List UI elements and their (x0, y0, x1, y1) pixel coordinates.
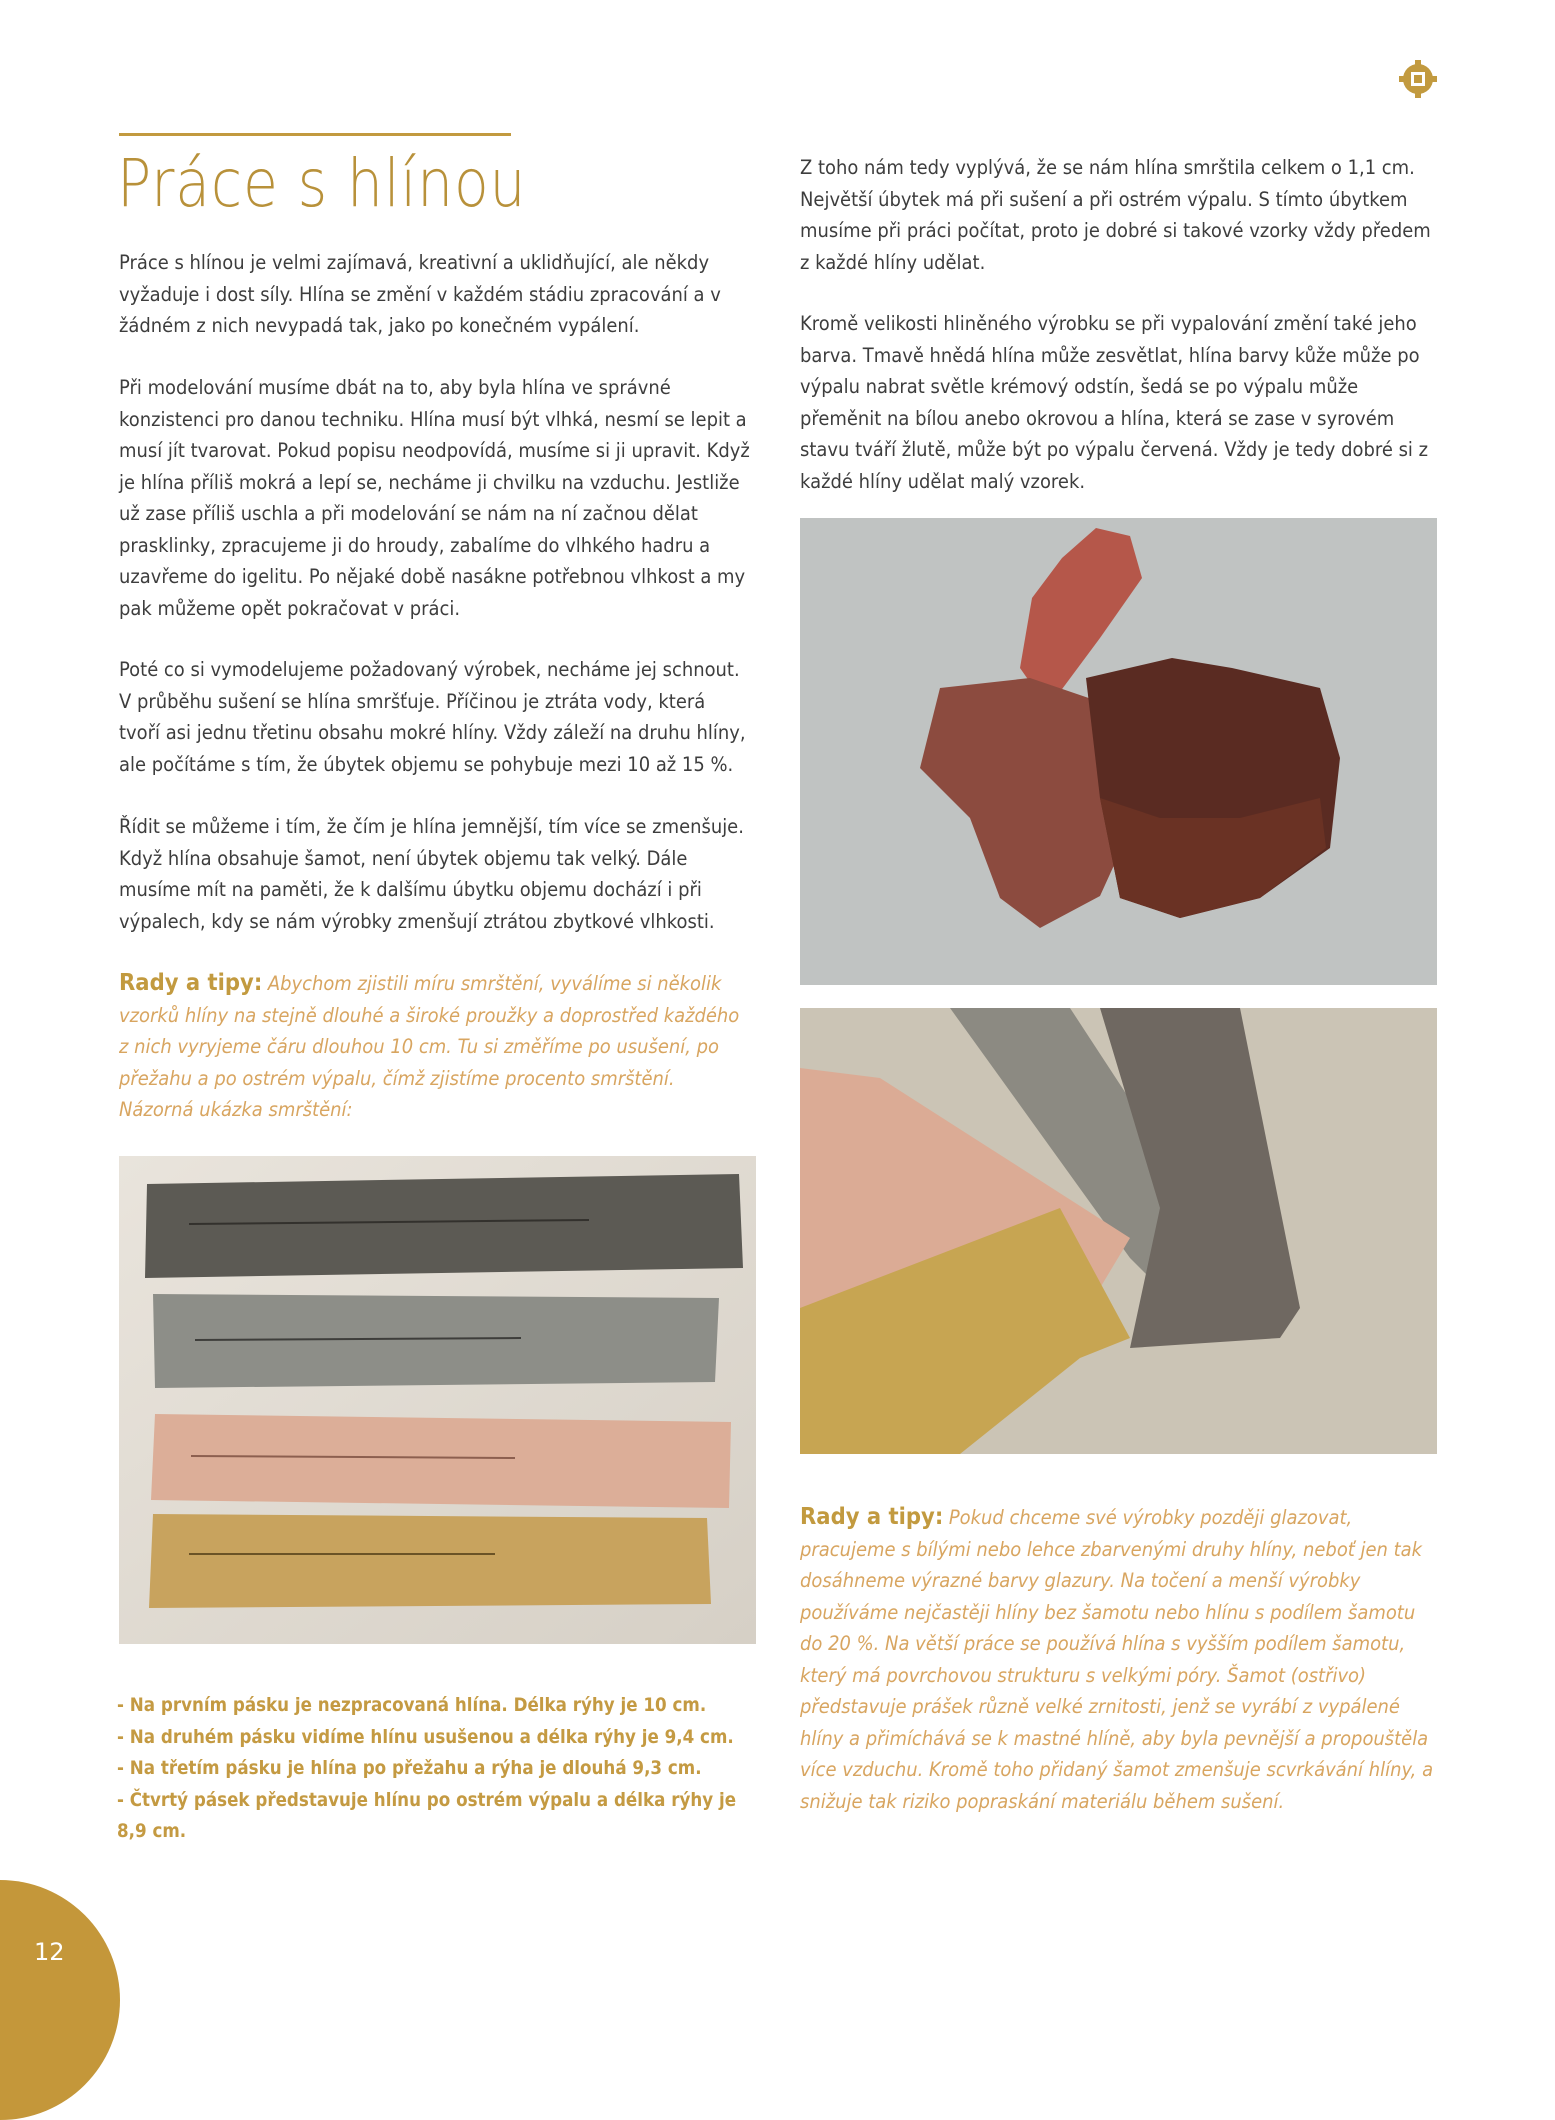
left-tip-text: Abychom zjistili míru smrštění, vyválíme si několik vzorků hlíny na stejně dlouhé a široké proužky a doprostřed každého z nich vyryjeme čáru dlouhou 10 cm. Tu si změříme po usušení, po přežahu a po ostrém výpalu, čímž zjistíme procento smrštění. Názorná ukázka smrštění: (119, 972, 740, 1121)
page-tab (0, 1880, 120, 2120)
ornament-icon (1398, 59, 1438, 99)
left-paragraph-1: Práce s hlínou je velmi zajímavá, kreativní a uklidňující, ale někdy vyžaduje i dost síly. Hlína se změní v každém stádiu zpracování a v žádném z nich nevypadá tak, jako po konečném vypálení. (119, 251, 721, 337)
shrinkage-captions (117, 1690, 751, 1848)
caption-item: - Na druhém pásku vidíme hlínu usušenou a délka rýhy je 9,4 cm. (117, 1725, 734, 1748)
caption-item: - Na prvním pásku je nezpracovaná hlína. Délka rýhy je 10 cm. (117, 1694, 707, 1716)
strip-unprocessed (145, 1174, 743, 1278)
page-number: 12 (34, 1938, 65, 1966)
right-paragraph-1: Z toho nám tedy vyplývá, že se nám hlína smrštila celkem o 1,1 cm. Největší úbytek má při sušení a při ostrém výpalu. S tímto úbytkem musíme při práci počítat, proto je dobré si takové vzorky vždy předem z každé hlíny udělat. (800, 156, 1431, 274)
caption-item: - Čtvrtý pásek představuje hlínu po ostrém výpalu a délka rýhy je 8,9 cm. (117, 1788, 737, 1842)
right-tip (800, 1502, 1435, 1817)
left-tip-label: Rady a tipy: (119, 970, 263, 996)
clay-slabs-photo (800, 1008, 1437, 1454)
right-tip-label: Rady a tipy: (800, 1504, 944, 1530)
right-paragraph-2: Kromě velikosti hliněného výrobku se při vypalování změní také jeho barva. Tmavě hnědá hlína může zesvětlat, hlína barvy kůže může po výpalu nabrat světle krémový odstín, šedá se po výpalu může přeměnit na bílou anebo okrovou a hlína, která se zase v syrovém stavu tváří žlutě, může být po výpalu červená. Vždy je tedy dobré si z každé hlíny udělat malý vzorek. (800, 312, 1429, 493)
title-rule (119, 133, 511, 136)
strip-fired (149, 1514, 711, 1608)
page-title: Práce s hlínou (117, 145, 527, 222)
clay-shards-photo (800, 518, 1437, 985)
left-tip (119, 968, 750, 1126)
caption-item: - Na třetím pásku je hlína po přežahu a rýha je dlouhá 9,3 cm. (117, 1757, 702, 1779)
left-paragraph-3: Poté co si vymodelujeme požadovaný výrobek, necháme jej schnout. V průběhu sušení se hlína smršťuje. Příčinou je ztráta vody, která tvoří asi jednu třetinu obsahu mokré hlíny. Vždy záleží na druhu hlíny, ale počítáme s tím, že úbytek objemu se pohybuje mezi 10 až 15 %. (119, 658, 746, 776)
strip-bisque (151, 1414, 731, 1508)
left-paragraph-2: Při modelování musíme dbát na to, aby byla hlína ve správné konzistenci pro danou techniku. Hlína musí být vlhká, nesmí se lepit a musí jít tvarovat. Pokud popisu neodpovídá, musíme si ji upravit. Když je hlína příliš mokrá a lepí se, necháme ji chvilku na vzduchu. Jestliže už zase příliš uschla a při modelování se nám na ní začnou dělat prasklinky, zpracujeme ji do hroudy, zabalíme do vlhkého hadru a uzavřeme do igelitu. Po nějaké době nasákne potřebnou vlhkost a my pak můžeme opět pokračovat v práci. (119, 376, 750, 620)
strip-dried (153, 1294, 719, 1388)
left-paragraph-4: Řídit se můžeme i tím, že čím je hlína jemnější, tím více se zmenšuje. Když hlína obsahuje šamot, není úbytek objemu tak velký. Dále musíme mít na paměti, že k dalšímu úbytku objemu dochází i při výpalech, kdy se nám výrobky zmenšují ztrátou zbytkové vlhkosti. (119, 815, 744, 933)
right-tip-text: Pokud chceme své výrobky později glazovat, pracujeme s bílými nebo lehce zbarvenými druhy hlíny, neboť jen tak dosáhneme výrazné barvy glazury. Na točení a menší výrobky používáme nejčastěji hlíny bez šamotu nebo hlínu s podílem šamotu do 20 %. Na větší práce se používá hlína s vyšším podílem šamotu, který má povrchovou strukturu s velkými póry. Šamot (ostřivo) představuje prášek různě velké zrnitosti, jenž se vyrábí z vypálené hlíny a přimíchává se k mastné hlíně, aby byla pevnější a propouštěla více vzduchu. Kromě toho přidaný šamot zmenšuje scvrkávání hlíny, a snižuje tak riziko popraskání materiálu během sušení. (800, 1506, 1434, 1813)
clay-strips-photo (119, 1156, 756, 1644)
